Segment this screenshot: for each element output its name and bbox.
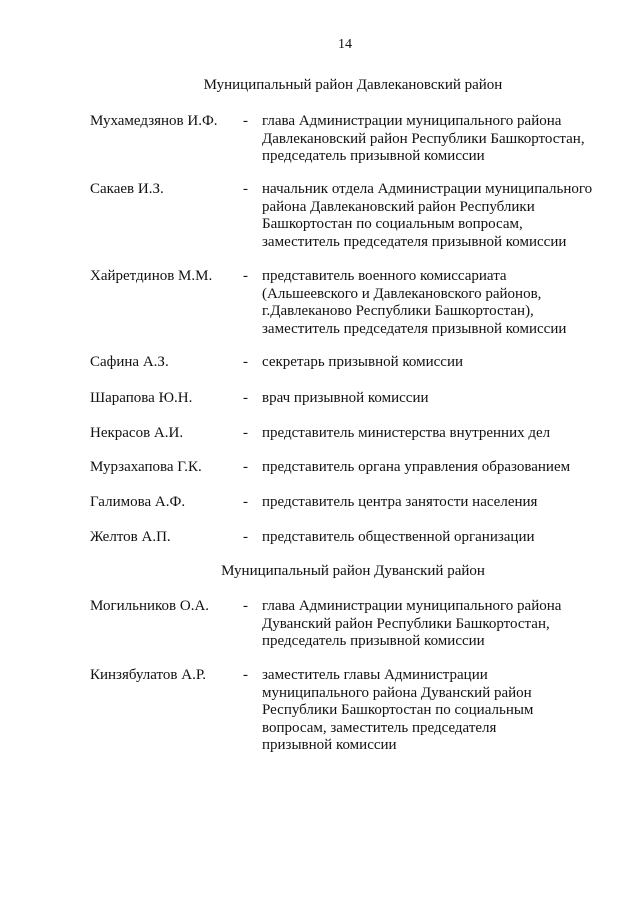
member-dash: - xyxy=(243,598,248,614)
member-dash: - xyxy=(243,181,248,197)
member-role: заместитель главы Администрации муниципального района Дуванский район Республики Башкортостан по социальным вопросам, заместитель председателя призывной комиссии xyxy=(262,667,534,753)
section-title-duvansky: Муниципальный район Дуванский район xyxy=(221,563,485,579)
member-role: врач призывной комиссии xyxy=(262,390,429,406)
member-role: представитель центра занятости населения xyxy=(262,494,538,510)
member-name: Галимова А.Ф. xyxy=(90,494,186,510)
member-name: Мухамедзянов И.Ф. xyxy=(90,113,218,129)
member-role: представитель военного комиссариата (Альшеевского и Давлекановского районов, г.Давлеканово Республики Башкортостан), заместитель председателя призывной комиссии xyxy=(262,268,567,337)
member-role: представитель общественной организации xyxy=(262,529,535,545)
member-role: начальник отдела Администрации муниципального района Давлекановский район Республики Башкортостан по социальным вопросам, заместитель председателя призывной комиссии xyxy=(262,181,593,250)
member-name: Могильников О.А. xyxy=(90,598,210,614)
member-role: глава Администрации муниципального района Дуванский район Республики Башкортостан, председатель призывной комиссии xyxy=(262,598,562,649)
member-name: Шарапова Ю.Н. xyxy=(90,390,193,406)
member-role: секретарь призывной комиссии xyxy=(262,354,464,370)
member-dash: - xyxy=(243,529,248,545)
member-role: представитель органа управления образованием xyxy=(262,459,571,475)
member-name: Кинзябулатов А.Р. xyxy=(90,667,207,683)
member-name: Сакаев И.З. xyxy=(90,181,164,197)
member-role: представитель министерства внутренних дел xyxy=(262,425,551,441)
member-role: глава Администрации муниципального района Давлекановский район Республики Башкортостан, председатель призывной комиссии xyxy=(262,113,585,164)
member-dash: - xyxy=(243,425,248,441)
member-name: Некрасов А.И. xyxy=(90,425,184,441)
member-dash: - xyxy=(243,354,248,370)
page-number: 14 xyxy=(338,37,352,52)
member-name: Мурзахапова Г.К. xyxy=(90,459,202,475)
member-dash: - xyxy=(243,390,248,406)
member-dash: - xyxy=(243,113,248,129)
section-title-davlekanovsky: Муниципальный район Давлекановский район xyxy=(203,77,503,93)
member-dash: - xyxy=(243,459,248,475)
member-dash: - xyxy=(243,667,248,683)
member-name: Хайретдинов М.М. xyxy=(90,268,213,284)
member-name: Желтов А.П. xyxy=(90,529,171,545)
member-dash: - xyxy=(243,494,248,510)
member-dash: - xyxy=(243,268,248,284)
member-name: Сафина А.З. xyxy=(90,354,169,370)
